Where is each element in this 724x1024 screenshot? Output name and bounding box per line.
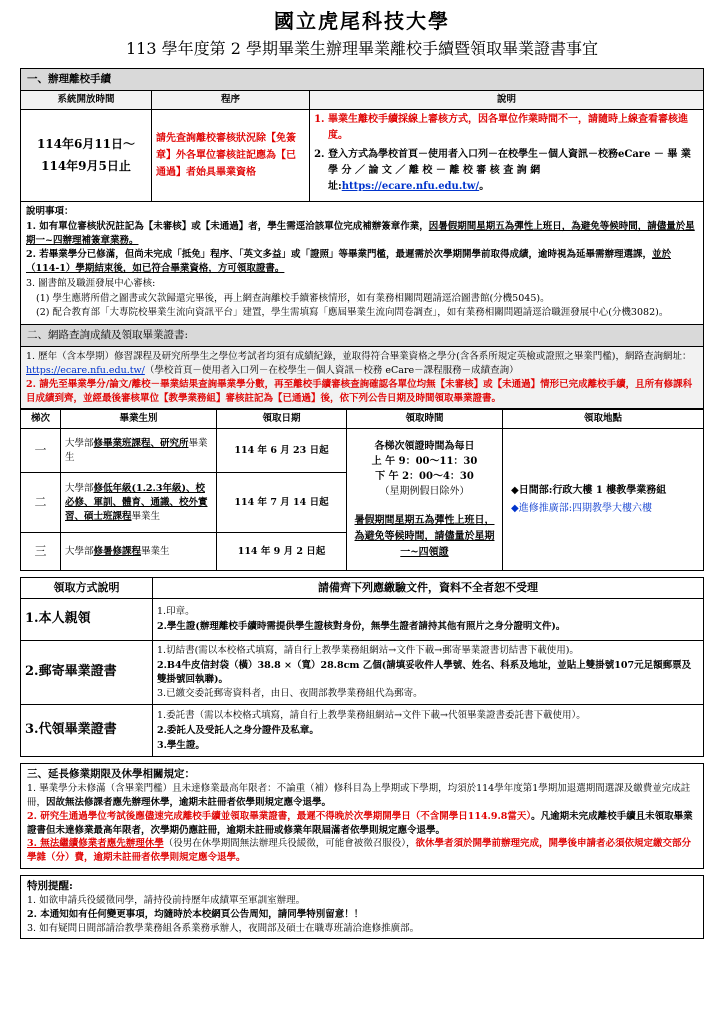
section2-para-1-a: 1. 歷年（含本學期）修習課程及研究所學生之學位考試者均須有成績紀錄，並取得符合畢業資格之學分(含各系所規定英檢或證照之畢業門檻)，網路查詢網址： <box>26 351 692 363</box>
col-procedure: 程序 <box>152 91 310 110</box>
method-row <box>21 705 704 757</box>
regulation-3-c: 欲休學者須於開學前辦理完成，開學後申請者必須依規定繳交部分學雜（分）費，逾期未註冊者依學則規定應令退學。 <box>27 838 692 864</box>
description-item-2 <box>328 147 699 195</box>
header-location: 領取地點 <box>503 410 704 429</box>
open-period-start: 114年6月11日～ <box>36 137 136 152</box>
regulation-1 <box>27 782 697 810</box>
reminder-2: 2. 本通知如有任何變更事項，均隨時於本校網頁公告周知，請同學特別留意！！ <box>27 908 364 920</box>
document-page <box>20 8 704 939</box>
section2-para-1 <box>26 350 698 378</box>
location-extension: ◆進修推廣部:四期教學大樓六樓 <box>511 502 653 514</box>
batch-cell: 二 <box>21 473 61 533</box>
reminder-1: 1. 如欲申請兵役緩徵同學，請持役前持歷年成績單至軍訓室辦理。 <box>27 895 306 907</box>
regulations-block <box>21 764 704 869</box>
note-1-b: 因暑假期間星期五為彈性上班日，為避免等候時間，請儘量於星期一~四辦理補簽章業務。 <box>26 220 695 246</box>
regulation-3-a: 3. 無法繼續修業者應先辦理休學 <box>27 838 164 850</box>
graduate-type-post: 畢業生 <box>65 437 208 463</box>
method-label: 1.本人親領 <box>21 599 153 641</box>
date-cell: 114 年 6 月 23 日起 <box>217 429 347 473</box>
reminders-title: 特別提醒: <box>27 879 73 892</box>
graduate-type-courses: 修畢業班課程、研究所 <box>93 437 189 449</box>
section3-title: 三、延長修業期限及休學相關規定： <box>27 768 195 781</box>
document-line: 2.學生證(辦理離校手續時需提供學生證核對身份，無學生證者請持其他有照片之身分證明文件)。 <box>157 621 566 633</box>
document-line: 1.委託書（需以本校格式填寫，請自行上教學業務組網站→文件下載→代領畢業證書委託書下載使用）。 <box>157 710 586 721</box>
time-cell <box>347 429 503 571</box>
page-subtitle: 113 學年度第 2 學期畢業生辦理畢業離校手續暨領取畢業證書事宜 <box>126 39 598 58</box>
time-line-3: 下 午 2：00～4：30 <box>375 470 474 482</box>
schedule-row <box>21 429 704 473</box>
document-line: 2.委託人及受託人之身分證件及私章。 <box>157 724 319 736</box>
document-line: 1.切結書(需以本校格式填寫，請自行上教學業務組網站→文件下載→郵寄畢業證書切結書下載使用)。 <box>157 645 579 657</box>
note-1-a: 1. 如有單位審核狀況註記為【未審核】或【未通過】者，學生需逕洽該單位完成補辦簽章作業， <box>26 220 429 232</box>
time-line-2: 上 午 9：00～11：30 <box>371 455 478 467</box>
document-line: 2.B4牛皮信封袋（橫）38.8 ×（寬）28.8cm 乙個(請填妥收件人學號、姓名、科系及地址，並貼上雙掛號107元足額郵票及雙掛號回執聯)。 <box>157 659 692 685</box>
header-graduate-type: 畢業生別 <box>61 410 217 429</box>
batch-cell: 三 <box>21 533 61 571</box>
header-batch: 梯次 <box>21 410 61 429</box>
note-2-a: 2. 若畢業學分已修滿，但尚未完成「抵免」程序、「英文多益」或「證照」等畢業門檻，最遲需於次學期開學前取得成績，逾時視為延畢需辦理選課， <box>26 249 652 261</box>
graduate-type-pre: 大學部 <box>65 437 94 449</box>
pickup-methods-table <box>20 577 704 757</box>
method-label: 3.代領畢業證書 <box>21 705 153 757</box>
regulation-1-b: 因故無法修課者應先辦理休學，逾期未註冊者依學則規定應令退學。 <box>46 797 332 809</box>
graduate-type-pre: 大學部 <box>65 545 94 557</box>
graduate-type-post: 畢業生 <box>131 510 161 522</box>
location-cell <box>503 429 704 571</box>
graduate-type-cell <box>61 473 217 533</box>
note-2 <box>26 248 698 276</box>
col-method: 領取方式說明 <box>21 578 153 599</box>
document-line: 3.已繳交委託郵寄資料者，由日、夜間部教學業務組代為郵寄。 <box>157 688 423 700</box>
grades-link[interactable]: https://ecare.nfu.edu.tw/ <box>26 365 145 377</box>
col-description: 說明 <box>310 91 704 110</box>
notes-title: 說明事項： <box>26 205 74 217</box>
open-period <box>21 109 152 201</box>
page-title: 國立虎尾科技大學 <box>274 9 450 33</box>
header-time: 領取時間 <box>347 410 503 429</box>
header-date: 領取日期 <box>217 410 347 429</box>
reminders-block <box>21 875 704 939</box>
note-3-1: (1) 學生應將所借之圖書或欠款歸還完畢後，再上網查詢離校手續審核情形，如有業務相關問題請逕洽圖書館(分機5045)。 <box>36 292 550 304</box>
date-cell: 114 年 7 月 14 日起 <box>217 473 347 533</box>
document-line: 3.學生證。 <box>157 739 205 751</box>
batch-cell: 一 <box>21 429 61 473</box>
reminders-table <box>20 875 704 940</box>
regulation-1-a: 1. 畢業學分未修滿（含畢業門檻）且未達修業最高年限者：不論重（補）修科目為上學期或下學期，均須於114學年度第1學期加退選期間選課及繳費並完成註冊， <box>27 783 691 809</box>
section2-title: 二、網路查詢成績及領取畢業證書: <box>21 325 704 347</box>
date-cell: 114 年 9 月 2 日起 <box>217 533 347 571</box>
regulations-table <box>20 763 704 869</box>
method-documents <box>153 705 704 757</box>
graduate-type-courses: 修低年級(1.2.3年級)、校必修、軍訓、體育、通識、校外實習、碩士班課程 <box>65 483 208 522</box>
time-line-4: （星期例假日除外） <box>379 485 470 497</box>
description-cell <box>310 109 704 201</box>
section2-body <box>21 347 704 409</box>
method-label: 2.郵寄畢業證書 <box>21 641 153 705</box>
note-3: 3. 圖書館及職涯發展中心審核: <box>26 277 156 289</box>
description-item-2-end: 。 <box>479 181 490 193</box>
graduate-type-cell <box>61 533 217 571</box>
procedure-text: 請先查詢離校審核狀況除【免簽章】外各單位審核註記應為【已通過】者始具畢業資格 <box>152 109 310 201</box>
regulation-3-b: （役男在休學期間無法辦理兵役緩徵，可能會被徵召服役）， <box>163 838 416 850</box>
regulation-3 <box>27 837 697 865</box>
description-item-2-text: 登入方式為學校首頁－使用者入口列－在校學生－個人資訊－校務eCare － 畢 業 學 分 ／ 論 文 ／ 離 校 － 離 校 審 核 查 詢 網址: <box>328 149 691 193</box>
reminder-3: 3. 如有疑問日間部請洽教學業務組各系業務承辦人，夜間部及碩士在職專班請洽進修推廣部。 <box>27 922 420 934</box>
section1-title: 一、辦理離校手續 <box>21 69 704 91</box>
graduate-type-courses: 修暑修課程 <box>93 545 142 557</box>
method-row <box>21 599 704 641</box>
graduate-type-pre: 大學部 <box>65 483 94 494</box>
note-2-b: 並於（114-1）學期結束後，如已符合畢業資格，方可領取證書。 <box>26 249 671 275</box>
location-day: ◆日間部:行政大樓 1 樓教學業務組 <box>511 484 667 496</box>
method-documents <box>153 641 704 705</box>
section2-para-1-b: （學校首頁－使用者入口列－在校學生－個人資訊－校務 eCare－課程服務－成績查詢） <box>144 365 519 377</box>
section2-para-2: 2. 請先至畢業學分/論文/離校－畢業結果查詢畢業學分數，再至離校手續審核查詢確認各單位均無【未審核】或【未通過】情形已完成離校手續，且所有修課科目成績到齊，並經最後審核單位【教學業務組】審核註記為【已通過】後，依下列公告日期及時間領取畢業證書。 <box>26 378 693 404</box>
ecare-link[interactable]: https://ecare.nfu.edu.tw/ <box>341 181 480 193</box>
document-line: 1.印章。 <box>157 606 195 618</box>
regulation-2 <box>27 810 697 838</box>
open-period-end: 114年9月5日止 <box>41 159 131 174</box>
regulation-2-a: 2. 研究生通過學位考試後應儘速完成離校手續並領取畢業證書，最遲不得晚於次學期開學日（不含開學日114.9.8當天） <box>27 810 532 822</box>
time-line-1: 各梯次領證時間為每日 <box>374 440 475 452</box>
time-note: 暑假期間星期五為彈性上班日，為避免等候時間，請儘量於星期一~四領證 <box>354 514 495 558</box>
col-open-time: 系統開放時間 <box>21 91 152 110</box>
method-row <box>21 641 704 705</box>
schedule-table <box>20 409 704 571</box>
note-1 <box>26 220 698 248</box>
note-3-2: (2) 配合教育部「大專院校畢業生流向資訊平台」建置，學生需填寫「應屆畢業生流向問卷調查」，如有業務相關問題請逕洽職涯發展中心(分機3082)。 <box>36 307 669 319</box>
method-documents <box>153 599 704 641</box>
regulation-2-b: 。凡逾期未完成離校手續且未領取畢業證書但未達修業最高年限者，次學期仍應註冊，逾期未註冊或修業年限屆滿者依學則規定應令退學。 <box>27 810 693 836</box>
col-documents: 請備齊下列應繳驗文件，資料不全者恕不受理 <box>153 578 704 599</box>
description-item-1: 1. 畢業生離校手續採線上審核方式，因各單位作業時間不一，請隨時上線查看審核進度。 <box>328 112 699 144</box>
graduate-type-post: 畢業生 <box>141 545 170 557</box>
notes-block <box>21 201 704 324</box>
graduate-type-cell <box>61 429 217 473</box>
leaving-procedure-table <box>20 68 704 409</box>
